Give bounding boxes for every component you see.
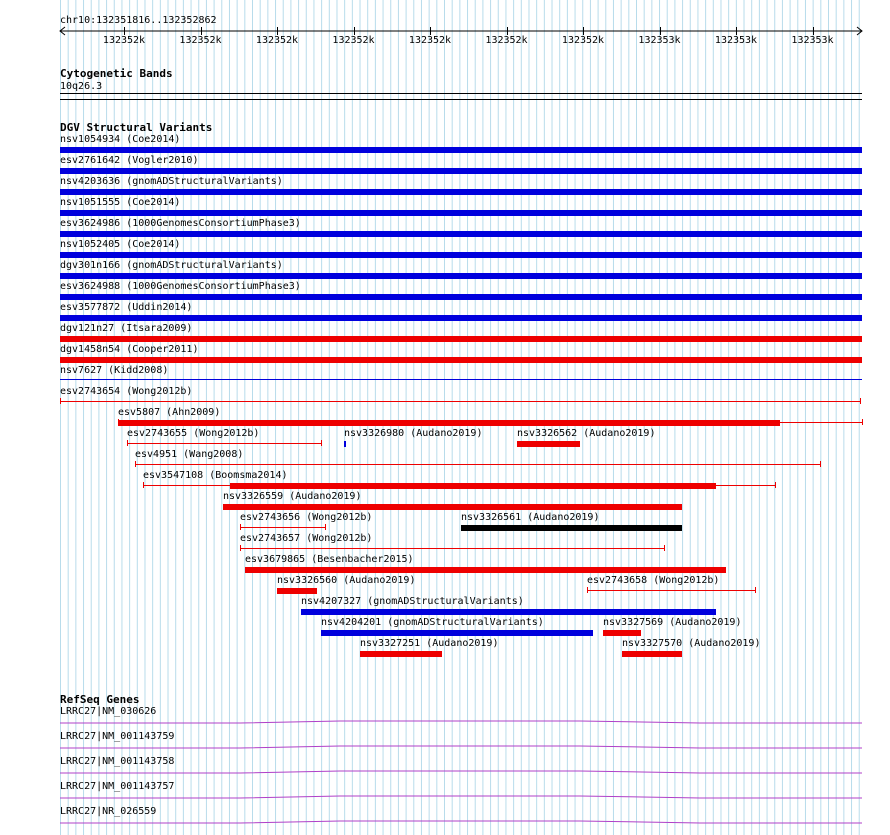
sv-bar[interactable] <box>60 273 862 279</box>
sv-label[interactable]: esv5807 (Ahn2009) <box>118 407 221 418</box>
sv-span-cap <box>240 524 241 530</box>
sv-span-cap <box>664 545 665 551</box>
sv-bar[interactable] <box>60 357 862 363</box>
sv-bar[interactable] <box>118 420 780 426</box>
sv-label[interactable]: dgv1458n54 (Cooper2011) <box>60 344 199 355</box>
ruler-tick-label: 132352k <box>179 35 222 46</box>
sv-span-line[interactable] <box>587 590 755 591</box>
sv-span-cap <box>135 461 136 467</box>
sv-bar[interactable] <box>230 483 716 489</box>
sv-bar[interactable] <box>245 567 726 573</box>
sv-label[interactable]: nsv3326559 (Audano2019) <box>223 491 362 502</box>
ruler-tick-label: 132352k <box>485 35 528 46</box>
sv-span-cap <box>862 419 863 425</box>
ruler-tick-mark <box>277 27 278 35</box>
sv-bar[interactable] <box>344 441 346 447</box>
refseq-title: RefSeq Genes <box>60 693 140 706</box>
transcript-label[interactable]: LRRC27|NM_030626 <box>60 706 157 717</box>
sv-span-cap <box>755 587 756 593</box>
sv-label[interactable]: nsv1052405 (Coe2014) <box>60 239 181 250</box>
sv-label[interactable]: nsv3327570 (Audano2019) <box>622 638 761 649</box>
sv-bar[interactable] <box>60 168 862 174</box>
sv-span-line[interactable] <box>240 527 325 528</box>
sv-span-cap <box>143 482 144 488</box>
sv-label[interactable]: esv2761642 (Vogler2010) <box>60 155 199 166</box>
sv-span-cap <box>127 440 128 446</box>
cytoband-line-top <box>60 93 862 94</box>
sv-bar[interactable] <box>60 379 862 380</box>
transcript-intron-line[interactable] <box>60 742 862 752</box>
sv-label[interactable]: esv3577872 (Uddin2014) <box>60 302 193 313</box>
sv-label[interactable]: nsv7627 (Kidd2008) <box>60 365 169 376</box>
sv-span-line[interactable] <box>60 401 860 402</box>
sv-label[interactable]: esv3624988 (1000GenomesConsortiumPhase3) <box>60 281 301 292</box>
ruler-tick-label: 132353k <box>638 35 681 46</box>
sv-span-cap <box>325 524 326 530</box>
dgv-title: DGV Structural Variants <box>60 121 213 134</box>
transcript-intron-line[interactable] <box>60 817 862 827</box>
sv-label[interactable]: esv3624986 (1000GenomesConsortiumPhase3) <box>60 218 301 229</box>
ruler-tick-label: 132352k <box>255 35 299 46</box>
sv-label[interactable]: nsv3327251 (Audano2019) <box>360 638 499 649</box>
sv-label[interactable]: dgv121n27 (Itsara2009) <box>60 323 193 334</box>
cytoband-line-bottom <box>60 99 862 100</box>
sv-bar[interactable] <box>622 651 682 657</box>
transcript-intron-line[interactable] <box>60 717 862 727</box>
sv-bar[interactable] <box>60 147 862 153</box>
transcript-intron-line[interactable] <box>60 767 862 777</box>
sv-label[interactable]: nsv3326560 (Audano2019) <box>277 575 416 586</box>
transcript-intron-line[interactable] <box>60 792 862 802</box>
ruler-tick-mark <box>507 27 508 35</box>
sv-bar[interactable] <box>223 504 682 510</box>
sv-label[interactable]: nsv3326980 (Audano2019) <box>344 428 483 439</box>
transcript-label[interactable]: LRRC27|NM_001143757 <box>60 781 175 792</box>
sv-span-line[interactable] <box>127 443 321 444</box>
sv-label[interactable]: nsv1054934 (Coe2014) <box>60 134 181 145</box>
ruler-tick-label: 132353k <box>714 35 758 46</box>
region-label: chr10:132351816..132352862 <box>60 15 217 26</box>
sv-span-cap <box>860 398 861 404</box>
sv-label[interactable]: esv2743656 (Wong2012b) <box>240 512 373 523</box>
ruler-tick-mark <box>813 27 814 35</box>
ruler-tick-mark <box>660 27 661 35</box>
transcript-label[interactable]: LRRC27|NM_001143759 <box>60 731 175 742</box>
sv-span-cap <box>775 482 776 488</box>
ruler-tick-mark <box>201 27 202 35</box>
sv-bar[interactable] <box>461 525 682 531</box>
cytoband-label[interactable]: 10q26.3 <box>60 81 103 92</box>
ruler-tick-label: 132353k <box>791 35 834 46</box>
sv-span-line[interactable] <box>135 464 820 465</box>
sv-label[interactable]: nsv3327569 (Audano2019) <box>603 617 742 628</box>
sv-label[interactable]: esv2743657 (Wong2012b) <box>240 533 373 544</box>
sv-label[interactable]: esv2743655 (Wong2012b) <box>127 428 260 439</box>
ruler-tick-label: 132352k <box>561 35 605 46</box>
sv-bar[interactable] <box>60 189 862 195</box>
ruler-tick-mark <box>583 27 584 35</box>
sv-bar[interactable] <box>301 609 716 615</box>
sv-span-cap <box>240 545 241 551</box>
sv-label[interactable]: esv3547108 (Boomsma2014) <box>143 470 288 481</box>
sv-label[interactable]: nsv1051555 (Coe2014) <box>60 197 181 208</box>
sv-bar[interactable] <box>277 588 317 594</box>
ruler-tick-label: 132352k <box>408 35 452 46</box>
ruler-tick-mark <box>736 27 737 35</box>
cytoband-title: Cytogenetic Bands <box>60 67 173 80</box>
sv-label[interactable]: dgv301n166 (gnomADStructuralVariants) <box>60 260 283 271</box>
ruler-tick-mark <box>124 27 125 35</box>
sv-label[interactable]: esv3679865 (Besenbacher2015) <box>245 554 414 565</box>
transcript-label[interactable]: LRRC27|NM_001143758 <box>60 756 175 767</box>
sv-bar[interactable] <box>517 441 580 447</box>
sv-span-cap <box>60 398 61 404</box>
sv-label[interactable]: esv2743658 (Wong2012b) <box>587 575 720 586</box>
sv-label[interactable]: esv4951 (Wang2008) <box>135 449 244 460</box>
ruler-tick-label: 132352k <box>102 35 146 46</box>
transcript-label[interactable]: LRRC27|NR_026559 <box>60 806 157 817</box>
ruler-tick-label: 132352k <box>332 35 375 46</box>
ruler-tick-mark <box>430 27 431 35</box>
sv-span-cap <box>587 587 588 593</box>
sv-bar[interactable] <box>60 210 862 216</box>
sv-label[interactable]: esv2743654 (Wong2012b) <box>60 386 193 397</box>
coordinate-ruler <box>0 0 890 50</box>
sv-bar[interactable] <box>60 252 862 258</box>
sv-label[interactable]: nsv4204201 (gnomADStructuralVariants) <box>321 617 544 628</box>
sv-bar[interactable] <box>60 315 862 321</box>
sv-label[interactable]: nsv3326562 (Audano2019) <box>517 428 656 439</box>
sv-label[interactable]: nsv4207327 (gnomADStructuralVariants) <box>301 596 524 607</box>
sv-bar[interactable] <box>603 630 641 636</box>
sv-label[interactable]: nsv3326561 (Audano2019) <box>461 512 600 523</box>
sv-bar[interactable] <box>360 651 442 657</box>
sv-bar[interactable] <box>60 336 862 342</box>
ruler-tick-mark <box>354 27 355 35</box>
sv-label[interactable]: nsv4203636 (gnomADStructuralVariants) <box>60 176 283 187</box>
sv-bar[interactable] <box>60 294 862 300</box>
sv-span-cap <box>321 440 322 446</box>
sv-span-cap <box>820 461 821 467</box>
sv-span-line[interactable] <box>240 548 664 549</box>
sv-bar[interactable] <box>60 231 862 237</box>
sv-bar[interactable] <box>321 630 593 636</box>
